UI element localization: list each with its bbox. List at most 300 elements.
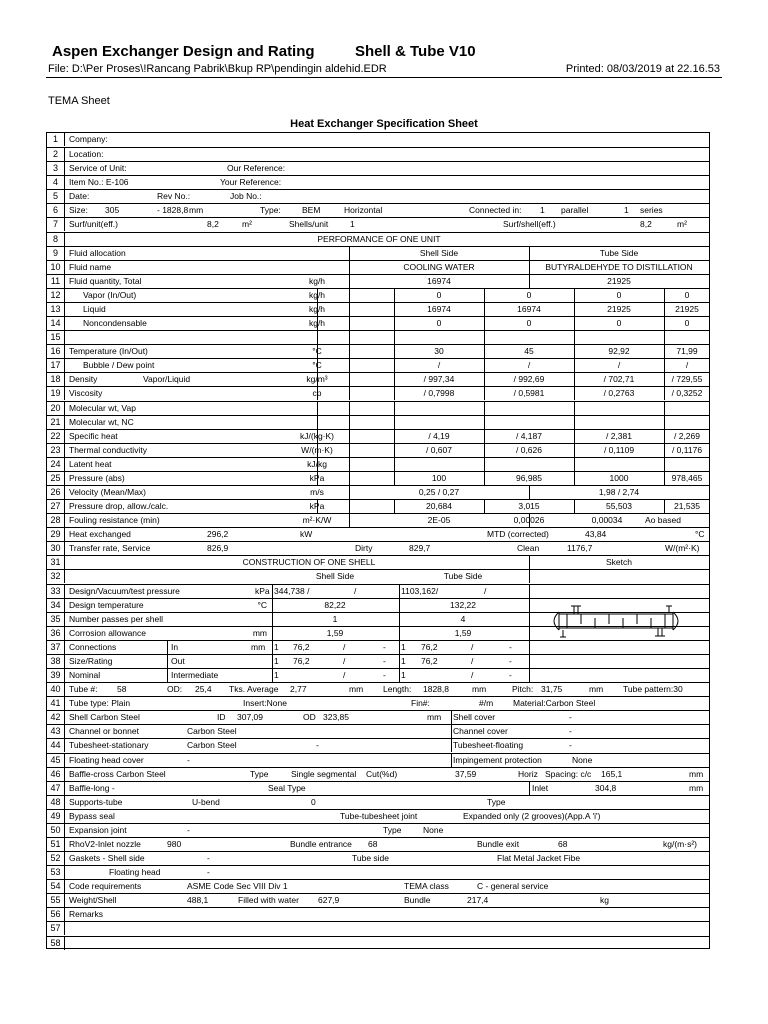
table-cell: Insert:None (243, 698, 287, 709)
table-cell: 1 (274, 655, 279, 666)
table-cell: 1 (350, 219, 355, 230)
table-cell: m² (677, 219, 687, 230)
table-cell: / 702,71 (603, 374, 635, 385)
column-divider (272, 585, 273, 598)
table-cell: °C (312, 346, 322, 357)
table-cell: / 729,55 (671, 374, 703, 385)
table-cell: Length: (383, 684, 412, 695)
table-cell: 0 (616, 318, 622, 329)
table-cell: Corrosion allowance (69, 627, 147, 638)
table-cell: 1 (401, 641, 406, 652)
table-cell: 76,2 (421, 655, 438, 666)
table-cell: Dirty (355, 543, 373, 554)
column-divider (484, 402, 485, 415)
table-row (47, 189, 709, 203)
file-path: File: D:\Per Proses\!Rancang Pabrik\Bkup RP\pendingin aldehid.EDR (48, 63, 387, 75)
column-divider (399, 655, 400, 668)
column-divider (349, 359, 350, 372)
table-row (47, 513, 709, 527)
table-cell: 21925 (675, 303, 699, 314)
table-cell: / 992,69 (513, 374, 545, 385)
table-row (47, 753, 709, 767)
table-cell: Viscosity (69, 388, 103, 399)
row-number: 38 (47, 655, 65, 668)
table-cell: / 997,34 (423, 374, 455, 385)
table-row (47, 781, 709, 795)
table-cell: U-bend (192, 796, 220, 807)
table-cell: Size: (69, 205, 88, 216)
table-cell: - (569, 726, 572, 737)
table-row (47, 260, 709, 274)
table-cell: Ao based (645, 515, 681, 526)
table-cell: Carbon Steel (187, 740, 237, 751)
column-divider (664, 458, 665, 471)
table-cell: kg/h (308, 289, 326, 300)
table-row (47, 485, 709, 499)
column-divider (484, 416, 485, 429)
table-cell: 0 (684, 318, 690, 329)
table-cell: Bundle entrance (290, 839, 352, 849)
table-cell: Spacing: c/c (545, 768, 592, 779)
column-divider (399, 669, 400, 682)
row-number: 48 (47, 796, 65, 809)
column-divider (399, 627, 400, 640)
table-cell: / 4,187 (516, 430, 542, 441)
table-cell: 8,2 (207, 219, 219, 230)
table-cell: - (509, 641, 512, 652)
table-row (47, 865, 709, 879)
table-cell: 0,00034 (591, 515, 623, 526)
table-cell: 1 (332, 613, 338, 624)
row-number: 28 (47, 514, 65, 527)
table-cell: RhoV2-Inlet nozzle (69, 839, 141, 849)
table-cell: mm (689, 768, 704, 779)
table-cell: Pressure (abs) (69, 472, 125, 483)
table-cell: Impingement protection (453, 754, 542, 765)
table-row (47, 569, 709, 583)
table-cell: 1103,162/ (401, 585, 439, 596)
table-cell: °C (695, 529, 705, 540)
row-number: 44 (47, 739, 65, 752)
table-row (47, 330, 709, 344)
column-divider (484, 472, 485, 485)
row-number: 27 (47, 500, 65, 513)
table-cell: Floating head (109, 867, 161, 878)
table-cell: 45 (524, 346, 534, 357)
table-cell: MTD (corrected) (487, 529, 549, 540)
column-divider (484, 331, 485, 344)
row-number: 50 (47, 824, 65, 837)
table-cell: / (484, 585, 487, 596)
column-divider (574, 345, 575, 358)
column-divider (394, 444, 395, 457)
header-divider (46, 77, 722, 78)
table-cell: 76,2 (293, 655, 310, 666)
column-divider (574, 458, 575, 471)
table-cell: Type (250, 768, 269, 779)
table-cell: Tube Side (443, 571, 483, 582)
table-cell: 978,465 (671, 472, 703, 483)
column-divider (529, 585, 530, 598)
column-divider (664, 317, 665, 330)
table-row (47, 541, 709, 555)
row-number: 25 (47, 472, 65, 485)
row-number: 45 (47, 754, 65, 767)
table-cell: - (187, 824, 190, 835)
table-cell: 1,59 (326, 627, 344, 638)
table-cell: 71,99 (676, 346, 698, 357)
row-number: 1 (47, 133, 65, 146)
row-number: 15 (47, 331, 65, 344)
table-cell: Bundle exit (477, 839, 520, 849)
column-divider (451, 739, 452, 752)
table-cell: / (343, 641, 346, 652)
table-row (47, 584, 709, 598)
table-cell: C - general service (477, 881, 549, 892)
table-row (47, 471, 709, 485)
table-cell: kg/h (308, 318, 326, 329)
table-row (47, 936, 709, 950)
table-cell: Cut(%d) (366, 768, 398, 779)
table-cell: m² (242, 219, 252, 230)
table-cell: Surf/unit(eff.) (69, 219, 118, 230)
row-number: 13 (47, 303, 65, 316)
table-cell: Baffle-long - (69, 782, 115, 793)
column-divider (529, 261, 530, 274)
table-cell: Design/Vacuum/test pressure (69, 585, 180, 596)
table-cell: / 2,269 (674, 430, 700, 441)
table-cell: 55,503 (606, 501, 632, 512)
table-cell: Single segmental (291, 768, 357, 779)
table-cell: COOLING WATER (403, 261, 475, 272)
column-divider (451, 711, 452, 724)
column-divider (529, 556, 530, 569)
column-divider (574, 331, 575, 344)
table-row (47, 823, 709, 837)
table-row (47, 907, 709, 921)
table-cell: Liquid (83, 303, 106, 314)
table-cell: Clean (517, 543, 540, 554)
table-cell: mm (472, 684, 487, 695)
table-cell: Temperature (In/Out) (69, 346, 148, 357)
table-cell: Filled with water (238, 895, 299, 906)
table-cell: mm (427, 712, 442, 723)
row-number: 24 (47, 458, 65, 471)
table-cell: kW (300, 529, 313, 540)
table-cell: 1 (540, 205, 545, 216)
column-divider (664, 345, 665, 358)
table-cell: / (471, 655, 474, 666)
row-number: 26 (47, 486, 65, 499)
column-divider (574, 387, 575, 400)
table-row (47, 161, 709, 175)
column-divider (484, 430, 485, 443)
table-cell: 488,1 (187, 895, 209, 906)
table-row (47, 386, 709, 400)
table-cell: OD: (167, 684, 183, 695)
row-number: 52 (47, 852, 65, 865)
row-number: 2 (47, 148, 65, 161)
column-divider (664, 359, 665, 372)
row-number: 12 (47, 289, 65, 302)
table-row (47, 809, 709, 823)
table-cell: Vapor (In/Out) (83, 289, 137, 300)
row-number: 16 (47, 345, 65, 358)
column-divider (349, 261, 350, 274)
column-divider (349, 345, 350, 358)
table-cell: BUTYRALDEHYDE TO DISTILLATION (545, 261, 693, 272)
table-cell: Density (69, 374, 98, 385)
table-cell: / (343, 670, 346, 681)
table-cell: - (569, 712, 572, 723)
table-cell: PERFORMANCE OF ONE UNIT (317, 233, 441, 244)
table-cell: mm (349, 684, 364, 695)
table-cell: Tubesheet-stationary (69, 740, 149, 751)
row-number: 58 (47, 937, 65, 950)
table-cell: Our Reference: (227, 163, 286, 174)
column-divider (167, 655, 168, 668)
table-cell: Connections (69, 641, 117, 652)
column-divider (529, 627, 530, 640)
table-cell: Fouling resistance (min) (69, 515, 160, 526)
column-divider (272, 599, 273, 612)
row-number: 31 (47, 556, 65, 569)
table-cell: Seal Type (268, 782, 306, 793)
table-row (47, 147, 709, 161)
table-cell: Surf/shell(eff.) (503, 219, 556, 230)
table-cell: kg/h (308, 275, 326, 286)
table-cell: / (354, 585, 357, 596)
row-number: 3 (47, 162, 65, 175)
row-number: 46 (47, 768, 65, 781)
table-cell: / (471, 641, 474, 652)
column-divider (349, 402, 350, 415)
table-row (47, 316, 709, 330)
table-cell: 3,015 (518, 501, 540, 512)
specification-table (46, 132, 710, 949)
table-cell: / (617, 360, 621, 371)
column-divider (574, 472, 575, 485)
table-cell: 0,25 / 0,27 (418, 487, 460, 497)
column-divider (484, 458, 485, 471)
table-row (47, 457, 709, 471)
table-cell: Baffle-cross Carbon Steel (69, 768, 166, 779)
table-cell: / (437, 360, 441, 371)
table-cell: - (509, 670, 512, 681)
column-divider (664, 472, 665, 485)
table-cell: 0 (616, 289, 622, 300)
table-cell: Tube side (352, 853, 390, 864)
column-divider (394, 345, 395, 358)
table-cell: Transfer rate, Service (69, 543, 151, 554)
column-divider (664, 289, 665, 302)
table-cell: ASME Code Sec VIII Div 1 (187, 881, 288, 892)
table-cell: 826,9 (207, 543, 229, 554)
column-divider (317, 416, 318, 429)
row-number: 14 (47, 317, 65, 330)
column-divider (484, 359, 485, 372)
column-divider (349, 275, 350, 288)
column-divider (394, 416, 395, 429)
table-cell: 4 (460, 613, 466, 624)
row-number: 10 (47, 261, 65, 274)
row-number: 43 (47, 725, 65, 738)
table-cell: 37,59 (455, 768, 477, 779)
column-divider (664, 416, 665, 429)
row-number: 42 (47, 711, 65, 724)
table-row (47, 133, 709, 147)
column-divider (664, 331, 665, 344)
table-cell: 1 (401, 670, 406, 681)
table-cell: 0 (526, 289, 532, 300)
table-cell: kg/(m·s²) (663, 839, 697, 849)
table-cell: Shell Carbon Steel (69, 712, 140, 723)
table-cell: Fluid allocation (69, 247, 126, 258)
table-cell: 58 (117, 684, 127, 695)
column-divider (484, 303, 485, 316)
table-row (47, 555, 709, 569)
table-cell: / 2,381 (606, 430, 632, 441)
table-cell: / 0,5981 (513, 388, 545, 399)
column-divider (664, 402, 665, 415)
column-divider (349, 514, 350, 527)
table-row (47, 415, 709, 429)
table-cell: 0,00026 (513, 515, 545, 526)
table-cell: Rev No.: (157, 191, 191, 202)
table-cell: 627,9 (318, 895, 340, 906)
table-cell: 16974 (427, 303, 451, 314)
table-cell: Size/Rating (69, 655, 113, 666)
table-cell: Tube type: Plain (69, 698, 131, 709)
column-divider (529, 247, 530, 260)
table-cell: parallel (561, 205, 589, 216)
row-number: 32 (47, 570, 65, 583)
table-cell: Pressure drop, allow./calc. (69, 501, 169, 512)
column-divider (664, 500, 665, 513)
table-cell: / (343, 655, 346, 666)
table-row (47, 710, 709, 724)
document-title: Aspen Exchanger Design and Rating (52, 43, 315, 60)
column-divider (394, 303, 395, 316)
column-divider (484, 444, 485, 457)
table-cell: - (207, 853, 210, 864)
row-number: 29 (47, 528, 65, 541)
table-cell: Specific heat (69, 430, 118, 441)
column-divider (349, 500, 350, 513)
table-cell: °C (257, 599, 267, 610)
row-number: 11 (47, 275, 65, 288)
column-divider (574, 402, 575, 415)
row-number: 49 (47, 810, 65, 823)
table-cell: Inlet (532, 782, 549, 793)
column-divider (394, 373, 395, 386)
table-cell: Supports-tube (69, 796, 123, 807)
table-cell: / 0,626 (516, 444, 542, 455)
row-number: 30 (47, 542, 65, 555)
table-cell: Heat exchanged (69, 529, 131, 540)
table-row (47, 288, 709, 302)
table-row (47, 696, 709, 710)
table-cell: Company: (69, 134, 108, 144)
row-number: 17 (47, 359, 65, 372)
column-divider (394, 289, 395, 302)
table-row (47, 274, 709, 288)
table-cell: °C (312, 360, 322, 371)
column-divider (574, 289, 575, 302)
column-divider (451, 754, 452, 767)
table-row (47, 443, 709, 457)
table-row (47, 203, 709, 217)
column-divider (574, 359, 575, 372)
column-divider (529, 275, 530, 288)
table-cell: kg/m³ (306, 374, 328, 385)
table-row (47, 837, 709, 851)
column-divider (394, 402, 395, 415)
column-divider (272, 669, 273, 682)
column-divider (272, 655, 273, 668)
table-cell: 829,7 (409, 543, 431, 554)
column-divider (272, 627, 273, 640)
table-cell: / 0,3252 (671, 388, 703, 399)
exchanger-sketch (547, 602, 685, 642)
table-cell: Latent heat (69, 458, 112, 469)
table-cell: 100 (431, 472, 447, 483)
table-row (47, 893, 709, 907)
table-cell: Fluid quantity, Total (69, 275, 142, 286)
row-number: 55 (47, 894, 65, 907)
table-cell: 1 (274, 641, 279, 652)
table-cell: 323,85 (323, 712, 349, 723)
table-cell: Channel cover (453, 726, 508, 737)
row-number: 6 (47, 204, 65, 217)
row-number: 34 (47, 599, 65, 612)
table-cell: 305 (105, 205, 120, 216)
table-cell: 43,84 (585, 529, 607, 540)
table-row (47, 246, 709, 260)
row-number: 21 (47, 416, 65, 429)
table-cell: Fluid name (69, 261, 112, 272)
table-cell: series (640, 205, 663, 216)
table-cell: mm (189, 205, 204, 216)
table-cell: #/m (479, 698, 494, 709)
table-cell: Item No.: E-106 (69, 177, 129, 188)
table-row (47, 668, 709, 682)
table-cell: Tubesheet-floating (453, 740, 524, 751)
column-divider (399, 613, 400, 626)
table-cell: kJ/kg (307, 458, 327, 469)
table-cell: Shells/unit (289, 219, 329, 230)
table-cell: Bypass seal (69, 810, 115, 821)
table-row (47, 738, 709, 752)
row-number: 5 (47, 190, 65, 203)
table-cell: None (423, 824, 444, 835)
table-cell: 21925 (607, 275, 631, 286)
table-cell: 304,8 (595, 782, 617, 793)
table-cell: mm (689, 782, 704, 793)
column-divider (167, 669, 168, 682)
column-divider (349, 416, 350, 429)
table-cell: Molecular wt, NC (69, 416, 134, 427)
column-divider (529, 570, 530, 583)
table-cell: 20,684 (426, 501, 452, 512)
row-number: 20 (47, 402, 65, 415)
table-cell: / (527, 360, 531, 371)
table-cell: - (187, 754, 190, 765)
row-number: 54 (47, 880, 65, 893)
table-cell: BEM (302, 205, 321, 216)
column-divider (529, 641, 530, 654)
table-cell: TEMA class (404, 881, 449, 892)
